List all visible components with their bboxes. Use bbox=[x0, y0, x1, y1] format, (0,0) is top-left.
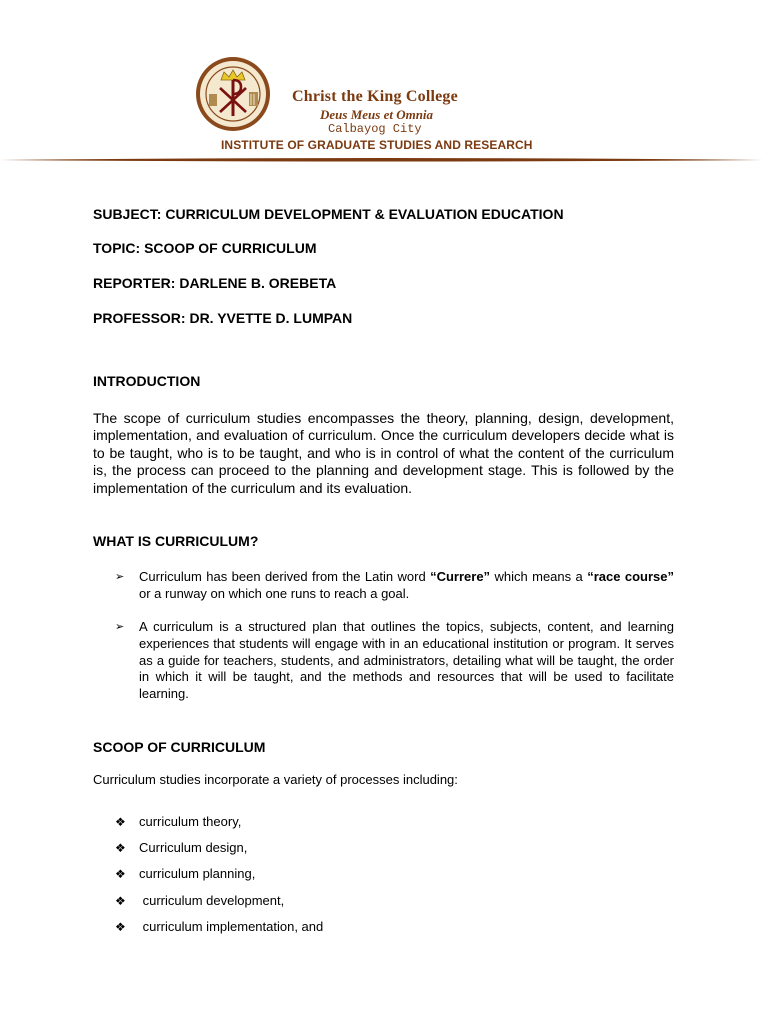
list-item: ❖ curriculum development, bbox=[115, 893, 285, 908]
diamond-bullet-icon: ❖ bbox=[115, 815, 126, 829]
institute-name: INSTITUTE OF GRADUATE STUDIES AND RESEARCH bbox=[221, 138, 533, 152]
definition-bullet-2-text: A curriculum is a structured plan that outlines the topics, subjects, content, and learning experiences that students will engage with in an educational institution or program. It serves as a guide for teachers, students, and administrators, detailing what will be taught, the order in which it will be taught, and the methods and resources that will be used to facilitate learning. bbox=[139, 619, 674, 702]
topic-line: TOPIC: SCOOP OF CURRICULUM bbox=[93, 240, 317, 256]
list-item: ❖ Curriculum design, bbox=[115, 840, 248, 855]
what-is-curriculum-heading: WHAT IS CURRICULUM? bbox=[93, 533, 259, 549]
subject-line: SUBJECT: CURRICULUM DEVELOPMENT & EVALUATION EDUCATION bbox=[93, 206, 564, 222]
arrow-bullet-icon: ➢ bbox=[115, 571, 125, 583]
college-motto: Deus Meus et Omnia bbox=[320, 107, 434, 122]
scoop-of-curriculum-heading: SCOOP OF CURRICULUM bbox=[93, 739, 266, 755]
header-divider bbox=[0, 157, 768, 163]
definition-bullet-1-text: Curriculum has been derived from the Latin word “Currere” which means a “race course” or a runway on which one runs to reach a goal. bbox=[139, 569, 674, 601]
professor-line: PROFESSOR: DR. YVETTE D. LUMPAN bbox=[93, 310, 353, 326]
college-city: Calbayog City bbox=[328, 122, 422, 136]
introduction-heading: INTRODUCTION bbox=[93, 373, 201, 389]
diamond-bullet-icon: ❖ bbox=[115, 867, 126, 881]
introduction-paragraph: The scope of curriculum studies encompasses the theory, planning, design, development, implementation, and evaluation of curriculum. Once the curriculum developers decide what is to be taught, who is to be taught, and who is in control of what the content of the curriculum is, the process can proceed to the planning and development stage. This is followed by the implementation of the curriculum and its evaluation. bbox=[93, 410, 674, 496]
scoop-intro: Curriculum studies incorporate a variety of processes including: bbox=[93, 772, 458, 787]
diamond-bullet-icon: ❖ bbox=[115, 841, 126, 855]
list-item: ❖ curriculum implementation, and bbox=[115, 919, 324, 934]
diamond-bullet-icon: ❖ bbox=[115, 894, 126, 908]
college-name: Christ the King College bbox=[292, 88, 458, 105]
arrow-bullet-icon: ➢ bbox=[115, 621, 125, 633]
reporter-line: REPORTER: DARLENE B. OREBETA bbox=[93, 275, 337, 291]
list-item: ❖ curriculum planning, bbox=[115, 866, 256, 881]
college-seal-logo bbox=[194, 56, 272, 132]
letterhead bbox=[0, 0, 768, 165]
list-item: ❖ curriculum theory, bbox=[115, 814, 242, 829]
diamond-bullet-icon: ❖ bbox=[115, 920, 126, 934]
